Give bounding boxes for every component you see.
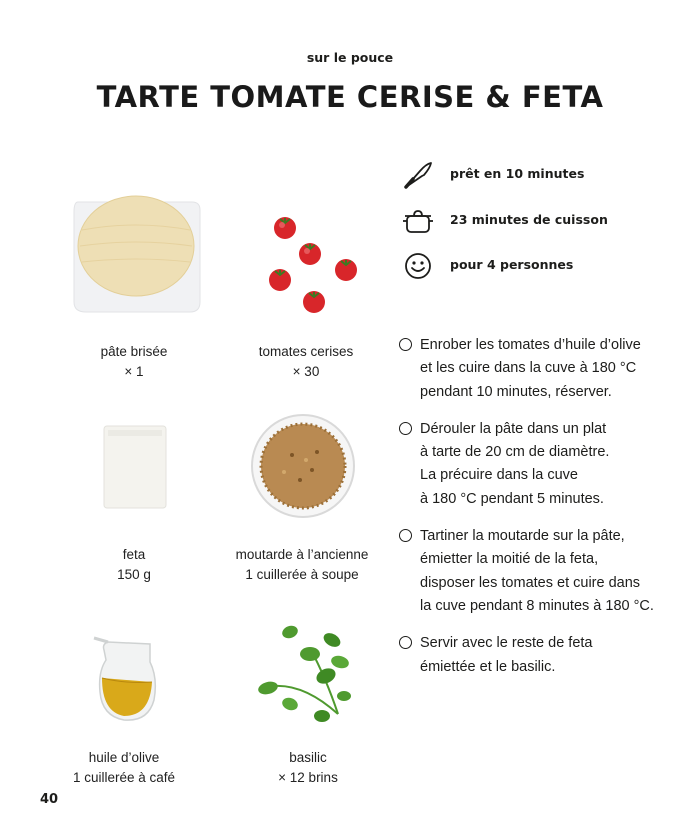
ingredient-moutarde [192,410,412,582]
meta-text: 23 minutes de cuisson [450,212,608,227]
mustard-bowl-image [192,410,412,520]
ingredient-quantity: × 1 [124,364,144,379]
smiley-icon [402,251,434,281]
ingredient-name: huile d’olive [88,750,160,765]
servings [402,251,682,281]
ingredient-quantity: 1 cuillerée à soupe [245,567,359,582]
step-bullet-icon [399,422,412,435]
step-line: Enrober les tomates d’huile d’olive [420,337,641,353]
step-bullet-icon [399,529,412,542]
cook-time [402,206,682,236]
step-line: Dérouler la pâte dans un plat [420,420,607,437]
step-line: à 180 °C pendant 5 minutes. [420,490,604,507]
ingredient-name: pâte brisée [100,344,168,359]
step-bullet-icon [399,338,412,351]
step-line: Servir avec le reste de feta [420,635,593,652]
step-3 [398,525,688,618]
ingredient-tomates-cerises [196,190,416,379]
step-1 [398,334,688,404]
meta-text: prêt en 10 minutes [450,166,585,181]
knife-icon [402,160,434,190]
ingredient-basilic [198,618,418,785]
ingredient-quantity: 1 cuillerée à café [72,770,176,785]
meta-text: pour 4 personnes [450,257,574,272]
basil-image [198,618,418,733]
ingredient-name: feta [122,547,146,562]
ingredient-name: moutarde à l’ancienne [235,547,369,562]
page-number: 40 [40,792,59,807]
step-line: et les cuire dans la cuve à 180 °C [420,360,637,377]
recipe-steps [398,334,688,693]
step-line: émietter la moitié de la feta, [420,551,599,568]
step-line: à tarte de 20 cm de diamètre. [420,444,610,461]
step-2 [398,418,688,511]
ingredient-quantity: × 30 [292,364,320,379]
step-line: émiettée et le basilic. [420,658,556,675]
ingredient-quantity: 150 g [117,567,151,582]
step-line: Tartiner la moutarde sur la pâte, [420,528,625,545]
pot-icon [402,206,434,236]
recipe-title: TARTE TOMATE CERISE & FETA [96,80,604,114]
step-line: disposer les tomates et cuire dans [420,574,641,591]
category-label: sur le pouce [306,50,394,65]
step-bullet-icon [399,636,412,649]
step-4 [398,632,688,679]
ingredient-quantity: × 12 brins [278,770,338,785]
cherry-tomatoes-image [196,190,416,330]
step-line: La précuire dans la cuve [420,467,578,484]
ingredient-name: tomates cerises [258,344,354,359]
ingredient-name: basilic [289,750,327,765]
prep-time [402,160,682,190]
step-line: la cuve pendant 8 minutes à 180 °C. [420,597,654,614]
step-line: pendant 10 minutes, réserver. [420,383,612,400]
